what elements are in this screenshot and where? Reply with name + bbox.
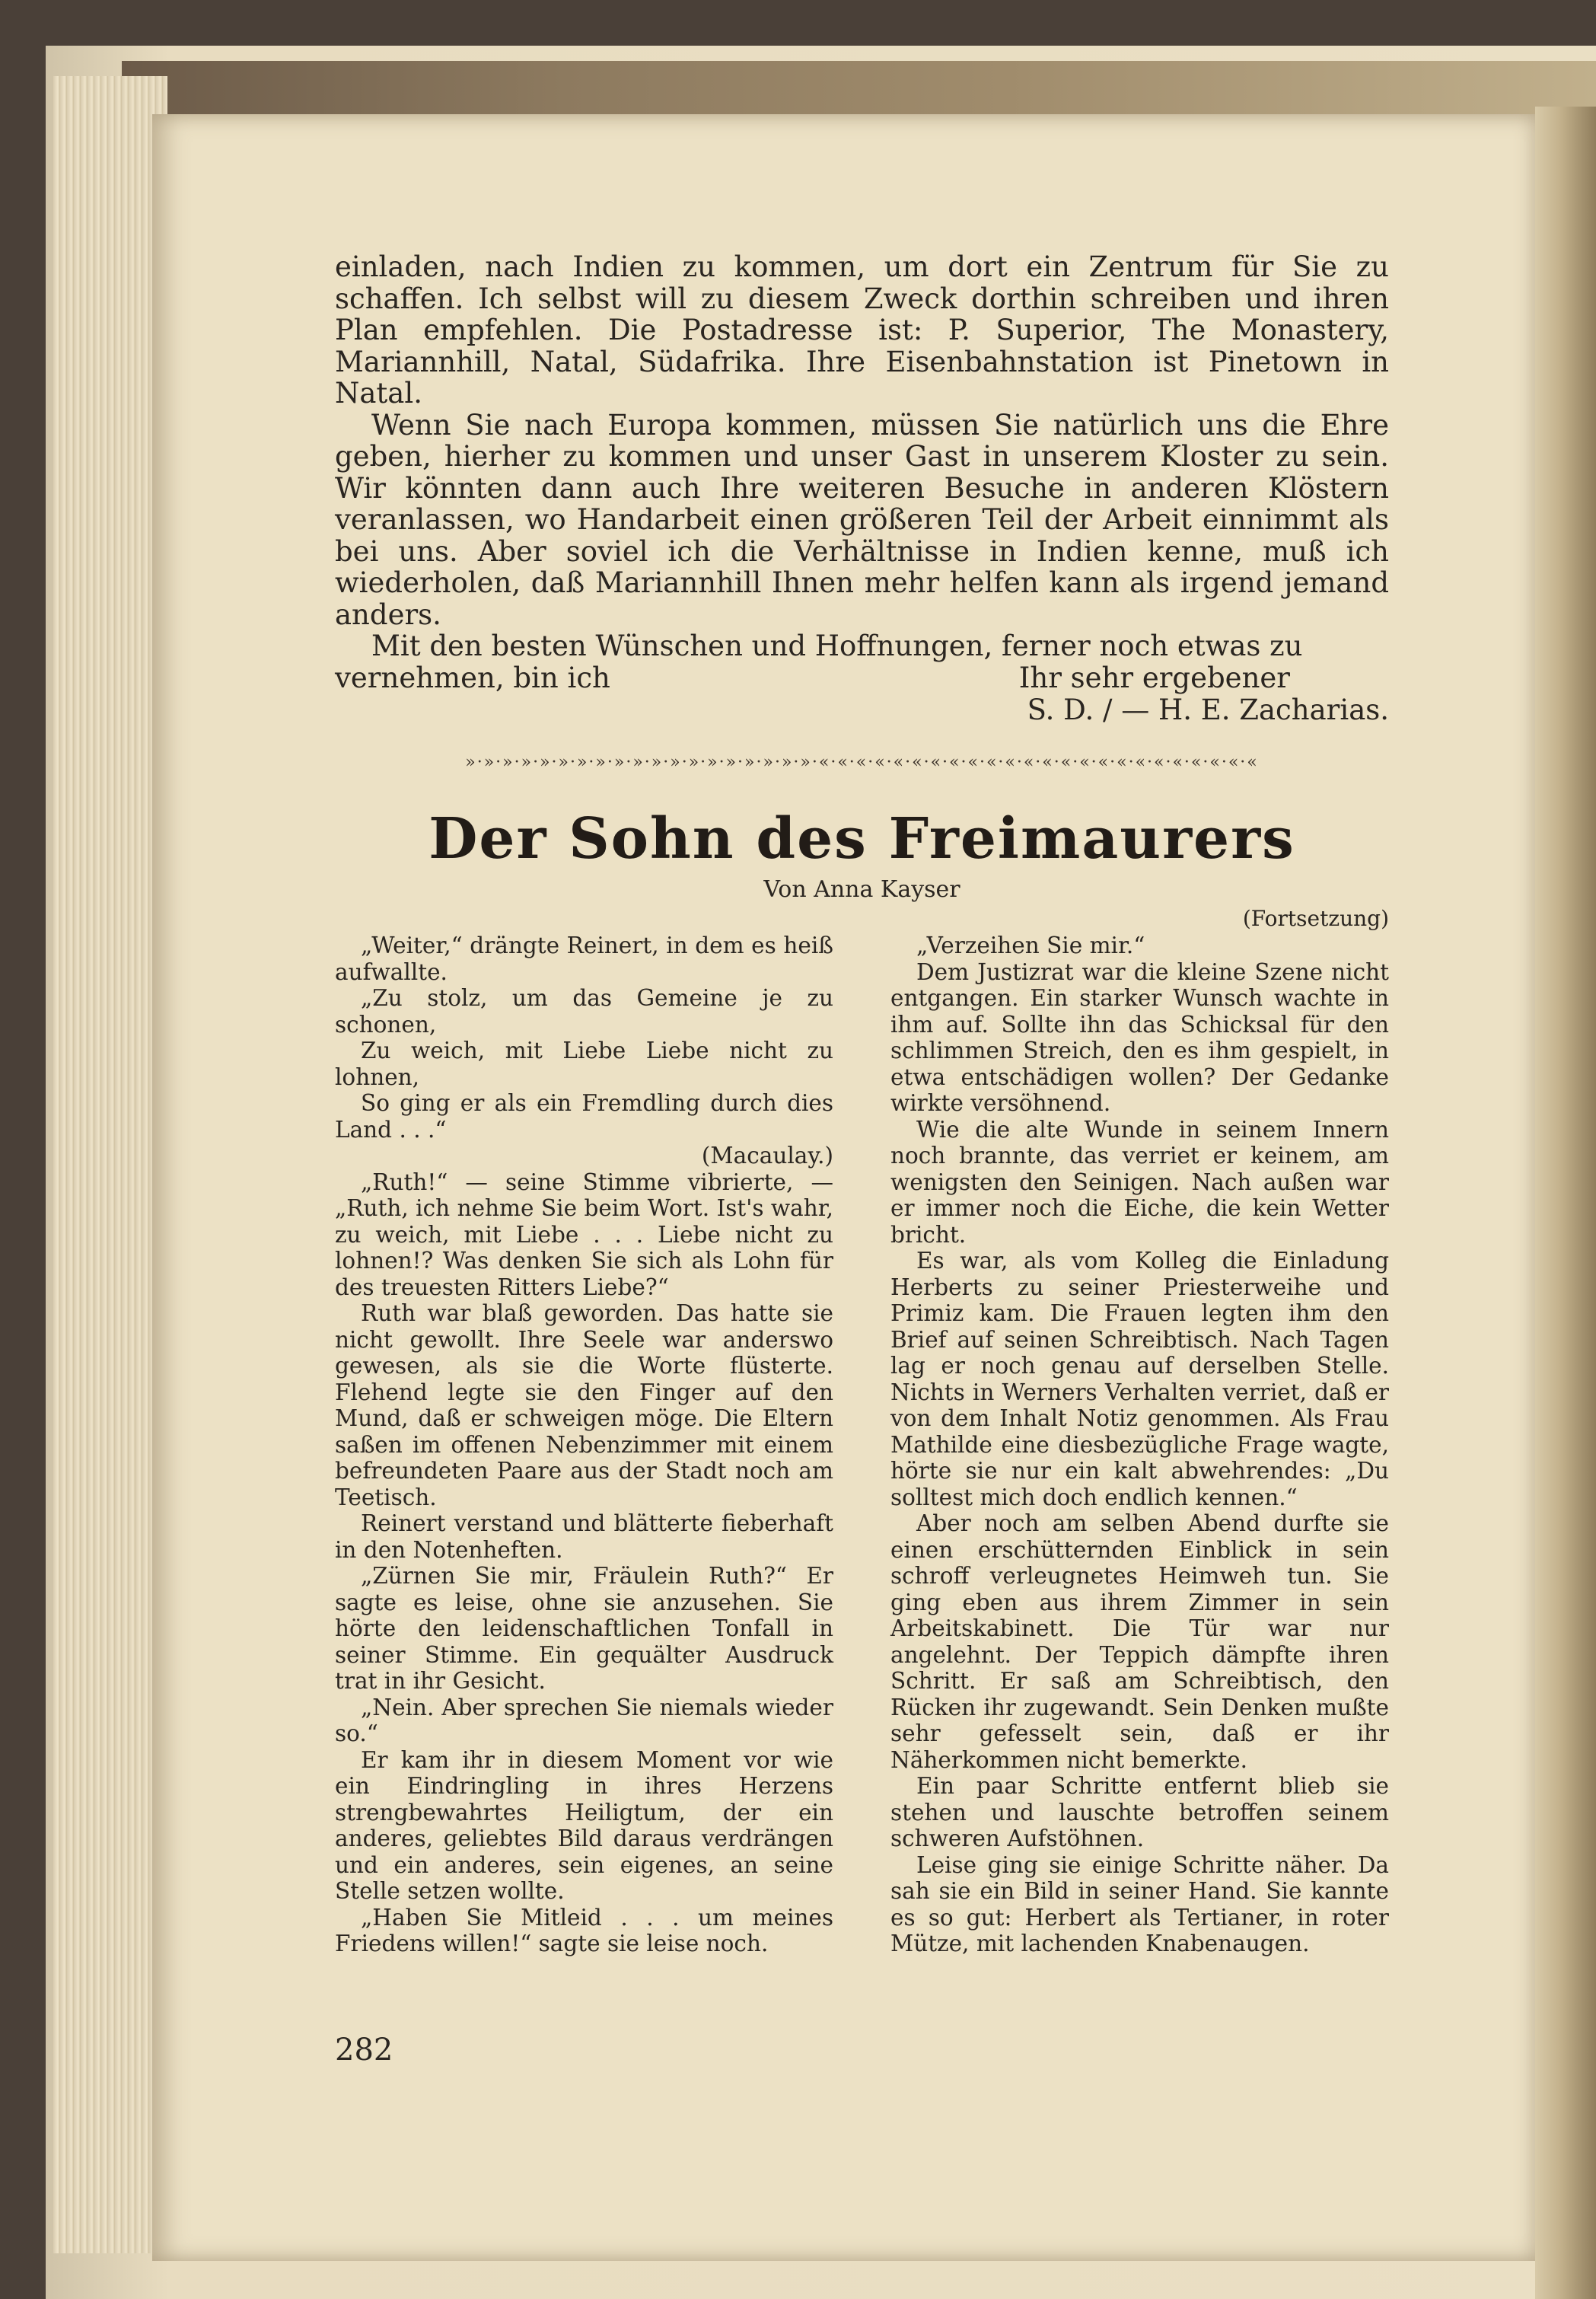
paragraph: „Verzeihen Sie mir.“ <box>916 933 1145 958</box>
paragraph: „Nein. Aber sprechen Sie niemals wieder so.“ <box>335 1694 833 1746</box>
paragraph: Leise ging sie einige Schritte näher. Da sah sie ein Bild in seiner Hand. Sie kannte es so gut: Herbert als Tertianer, in roter Mütze, mit lachenden Knabenaugen. <box>890 1851 1389 1956</box>
left-column <box>335 933 833 1957</box>
paragraph: Dem Justizrat war die kleine Szene nicht entgangen. Ein starker Wunsch wachte in ihm auf. Sollte ihn das Schicksal für den schlimmen Streich, den es ihm gespielt, in etwa entschädigen wollen? Der Gedanke wirkte versöhnend. <box>890 958 1389 1116</box>
paragraph: „Ruth!“ — seine Stimme vibrierte, — „Ruth, ich nehme Sie beim Wort. Ist's wahr, zu weich, mit Liebe . . . Liebe nicht zu lohnen!? Was denken Sie sich als Lohn für des treuesten Ritters Liebe?“ <box>335 1169 833 1300</box>
article-title: Der Sohn des Freimaurers <box>428 806 1295 872</box>
verse-line: „Zu stolz, um das Gemeine je zu schonen, <box>335 985 833 1038</box>
quote-source-row <box>335 1143 833 1169</box>
paragraph: Ein paar Schritte entfernt blieb sie stehen und lauschte betroffen seinem schweren Aufstöhnen. <box>890 1773 1389 1851</box>
paragraph: Reinert verstand und blätterte fieberhaft in den Notenheften. <box>335 1510 833 1563</box>
paragraph: Er kam ihr in diesem Moment vor wie ein Eindringling in ihres Herzens strengbewahrtes Heiligtum, der ein anderes, geliebtes Bild daraus verdrängen und ein anderes, sein eigenes, an seine Stelle setzen wollte. <box>335 1746 833 1904</box>
letter-section <box>335 251 1389 727</box>
closing-left: vernehmen, bin ich <box>335 661 610 694</box>
paragraph: Aber noch am selben Abend durfte sie einen erschütternden Einblick in sein schroff verleugnetes Heimweh tun. Sie ging eben aus ihrem Zimmer in sein Arbeitskabinett. Die Tür war nur angelehnt. Der Teppich dämpfte ihren Schritt. Er saß am Schreibtisch, den Rücken ihr zugewandt. Sein Denken mußte sehr gefesselt sein, daß er ihr Näherkommen nicht bemerkte. <box>890 1510 1389 1773</box>
right-page-edge <box>1535 107 1596 2299</box>
letter-paragraph: Mit den besten Wünschen und Hoffnungen, ferner noch etwas zu <box>371 630 1303 662</box>
paragraph: „Weiter,“ drängte Reinert, in dem es heiß aufwallte. <box>335 933 833 985</box>
paragraph: Es war, als vom Kolleg die Einladung Herberts zu seiner Priesterweihe und Primiz kam. Die Frauen legten ihm den Brief auf seinen Schreibtisch. Nach Tagen lag er noch genau auf derselben Stelle. Nichts in Werners Verhalten verriet, daß er von dem Inhalt Notiz genommen. Als Frau Mathilde eine diesbezügliche Frage wagte, hörte sie nur ein kalt abwehrendes: „Du solltest mich doch endlich kennen.“ <box>890 1248 1389 1510</box>
paragraph: „Haben Sie Mitleid . . . um meines Friedens willen!“ sagte sie leise noch. <box>335 1904 833 1956</box>
paragraph: Ruth war blaß geworden. Das hatte sie nicht gewollt. Ihre Seele war anderswo gewesen, als sie die Worte flüsterte. Flehend legte sie den Finger auf den Mund, daß er schweigen möge. Die Eltern saßen im offenen Nebenzimmer mit einem befreundeten Paare aus der Stadt noch am Teetisch. <box>335 1300 833 1510</box>
letter-paragraph: einladen, nach Indien zu kommen, um dort ein Zentrum für Sie zu schaffen. Ich selbst will zu diesem Zweck dorthin schreiben und ihren Plan empfehlen. Die Postadresse ist: P. Superior, The Monastery, Mariannhill, Natal, Südafrika. Ihre Eisenbahnstation ist Pinetown in Natal. <box>335 250 1389 410</box>
verse-line: Zu weich, mit Liebe Liebe nicht zu lohnen, <box>335 1038 833 1090</box>
letter-paragraph: Wenn Sie nach Europa kommen, müssen Sie natürlich uns die Ehre geben, hierher zu kommen und unser Gast in unserem Kloster zu sein. Wir könnten dann auch Ihre weiteren Besuche in anderen Klöstern veranlassen, wo Handarbeit einen größeren Teil der Arbeit einnimmt als bei uns. Aber soviel ich die Verhältnisse in Indien kenne, muß ich wiederholen, daß Mariannhill Ihnen mehr helfen kann als irgend jemand anders. <box>335 408 1389 631</box>
continuation-note: (Fortsetzung) <box>1242 906 1389 931</box>
right-column <box>890 933 1389 1957</box>
page-stack-edge <box>53 76 167 2253</box>
article-author: Von Anna Kayser <box>763 876 960 903</box>
verse-line: So ging er als ein Fremdling durch dies Land . . .“ <box>335 1090 833 1143</box>
page-content <box>335 251 1389 1957</box>
page-number: 282 <box>335 2033 393 2068</box>
paragraph: „Zürnen Sie mir, Fräulein Ruth?“ Er sagte es leise, ohne sie anzusehen. Sie hörte den leidenschaftlichen Tonfall in seiner Stimme. Ein gequälter Ausdruck trat in ihr Gesicht. <box>335 1563 833 1694</box>
letter-signature: S. D. / — H. E. Zacharias. <box>1027 694 1389 726</box>
closing-right: Ihr sehr ergebener <box>1018 661 1290 694</box>
letter-closing <box>335 662 1389 694</box>
article-columns <box>335 933 1389 1957</box>
ornamental-divider: »·»·»·»·»·»·»·»·»·»·»·»·»·»·»·»·»·»·»·«·«·«·«·«·«·«·«·«·«·«·«·«·«·«·«·«·«·«·«·«·«·«·« <box>465 753 1259 772</box>
quote-source: (Macaulay.) <box>701 1143 833 1169</box>
paragraph: Wie die alte Wunde in seinem Innern noch brannte, das verriet er keinem, am wenigsten den Seinigen. Nach außen war er immer noch die Eiche, die kein Wetter bricht. <box>890 1116 1389 1248</box>
book-binding <box>122 61 1596 114</box>
